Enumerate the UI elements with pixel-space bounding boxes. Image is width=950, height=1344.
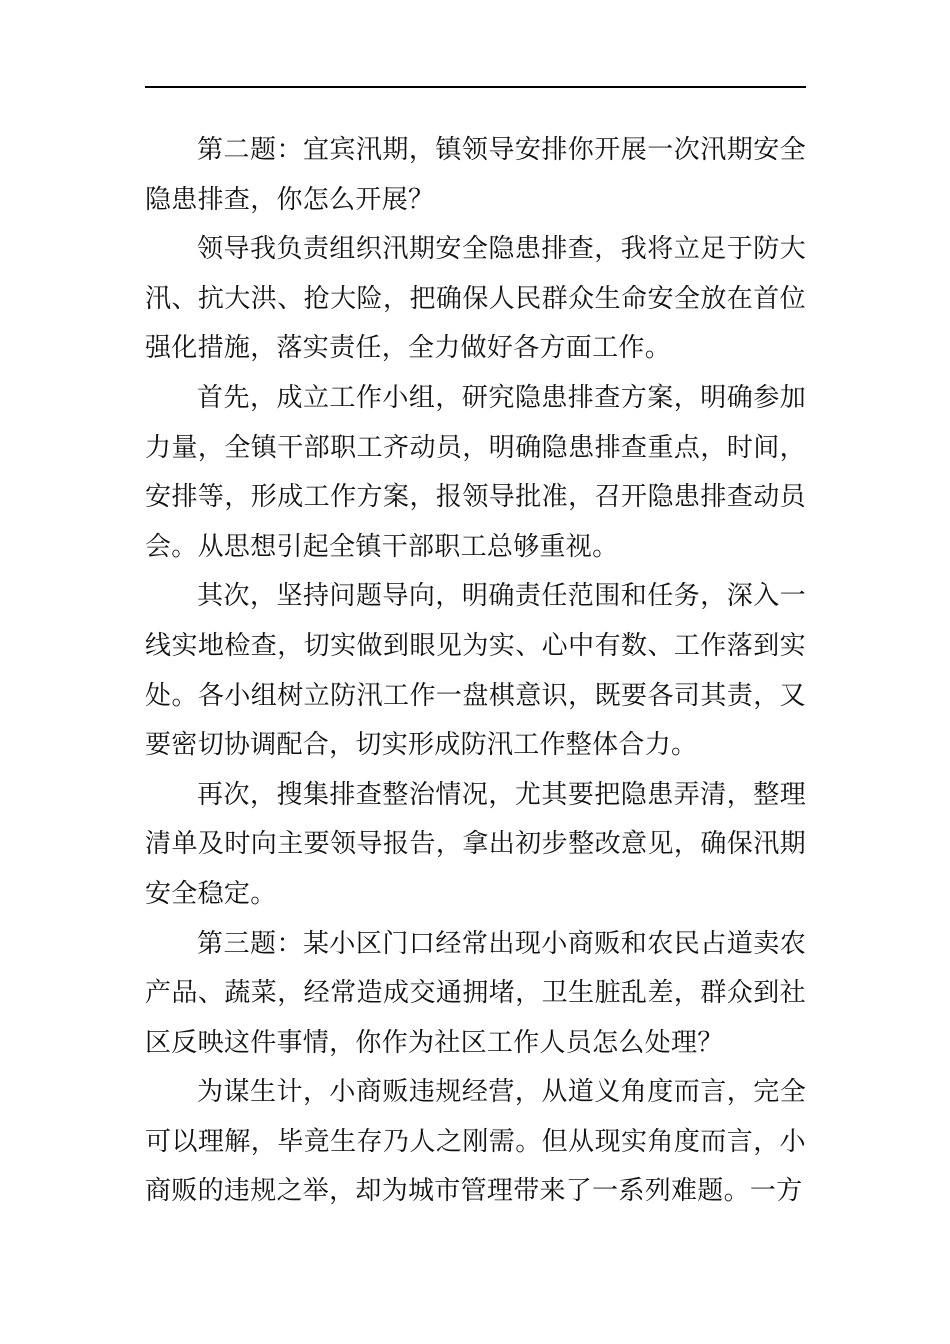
document-body <box>145 126 806 1217</box>
answer-2-intro: 领导我负责组织汛期安全隐患排查，我将立足于防大汛、抗大洪、抢大险，把确保人民群众生命安全放在首位强化措施，落实责任，全力做好各方面工作。 <box>145 234 806 364</box>
question-3-title: 第三题：某小区门口经常出现小商贩和农民占道卖农产品、蔬菜，经常造成交通拥堵，卫生脏乱差，群众到社区反映这件事情，你作为社区工作人员怎么处理？ <box>145 928 806 1058</box>
answer-2-step-3: 再次，搜集排查整治情况，尤其要把隐患弄清，整理清单及时向主要领导报告，拿出初步整改意见，确保汛期安全稳定。 <box>145 779 806 909</box>
answer-2-step-1: 首先，成立工作小组，研究隐患排查方案，明确参加力量，全镇干部职工齐动员，明确隐患排查重点，时间，安排等，形成工作方案，报领导批准，召开隐患排查动员会。从思想引起全镇干部职工总够重视。 <box>145 382 806 562</box>
header-rule <box>145 86 806 88</box>
answer-3-intro: 为谋生计，小商贩违规经营，从道义角度而言，完全可以理解，毕竟生存乃人之刚需。但从现实角度而言，小商贩的违规之举，却为城市管理带来了一系列难题。一方 <box>145 1077 806 1207</box>
question-2-title: 第二题：宜宾汛期，镇领导安排你开展一次汛期安全隐患排查，你怎么开展？ <box>145 135 806 215</box>
answer-2-step-2: 其次，坚持问题导向，明确责任范围和任务，深入一线实地检查，切实做到眼见为实、心中有数、工作落到实处。各小组树立防汛工作一盘棋意识，既要各司其责，又要密切协调配合，切实形成防汛工作整体合力。 <box>145 581 806 761</box>
